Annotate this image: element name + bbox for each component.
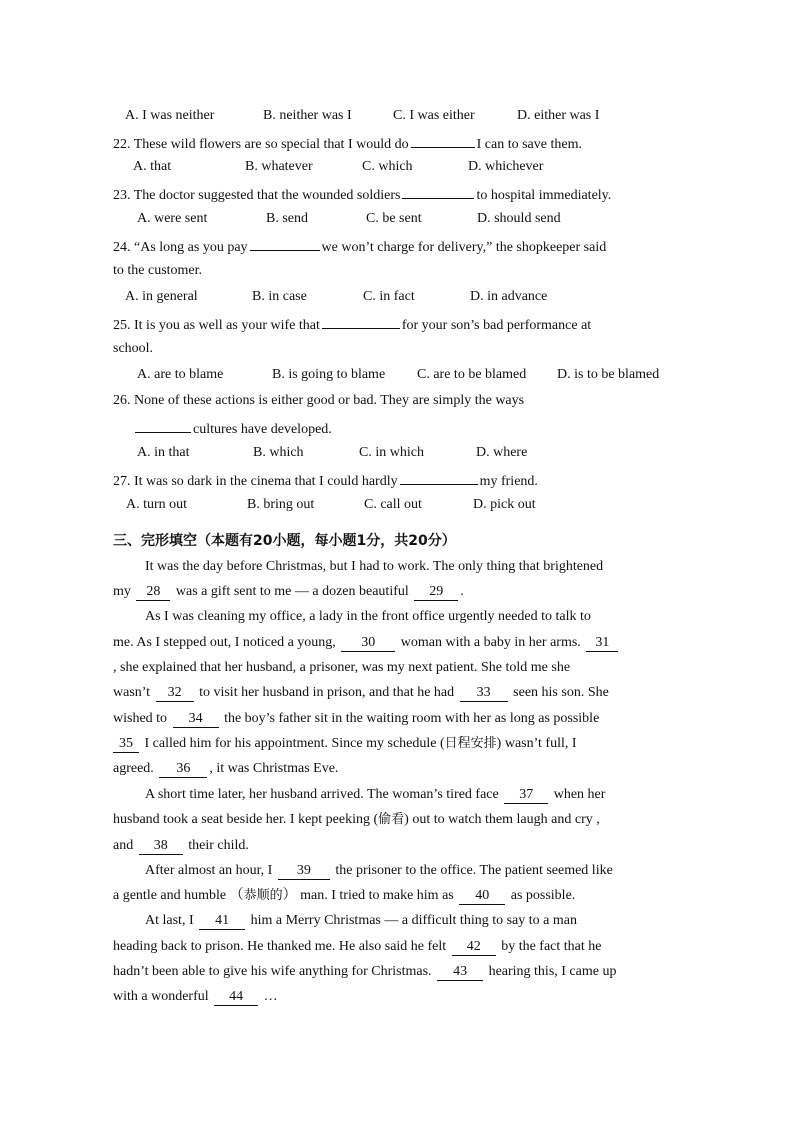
section-heading: 三、完形填空（本题有20小题，每小题1分，共20分）: [113, 533, 456, 549]
passage-p2-line4: [113, 684, 609, 702]
passage-p5-line1: [145, 912, 577, 930]
blank-39: 39: [278, 863, 330, 880]
blank-40: 40: [459, 888, 505, 905]
blank-32: 32: [156, 685, 194, 702]
q24-option-a: A. in general: [125, 289, 198, 304]
q24-stem-before: 24. “As long as you pay: [113, 240, 248, 255]
q27-stem-after: my friend.: [479, 474, 538, 489]
passage-text: their child.: [188, 838, 249, 853]
q21-option-a: A. I was neither: [125, 108, 215, 123]
q25-option-b: B. is going to blame: [272, 367, 386, 382]
passage-text: as possible.: [510, 888, 576, 903]
q22-stem-after: I can to save them.: [476, 137, 582, 152]
passage-text: …: [263, 989, 278, 1004]
passage-text: the prisoner to the office. The patient seemed like: [335, 863, 613, 878]
passage-text: and: [113, 838, 134, 853]
passage-text: seen his son. She: [513, 685, 609, 700]
passage-p2-line7: [113, 760, 338, 778]
q21-option-b: B. neither was I: [263, 108, 352, 123]
q24-blank: [250, 236, 320, 251]
passage-p2-line2: [113, 634, 620, 652]
passage-p5-line3: [113, 963, 616, 981]
passage-text: ) out to watch them laugh and cry ,: [404, 812, 600, 827]
q25-option-a: A. are to blame: [137, 367, 224, 382]
q22-blank: [411, 133, 475, 148]
q24-option-d: D. in advance: [470, 289, 548, 304]
q27-option-b: B. bring out: [247, 497, 315, 512]
passage-text: me. As I stepped out, I noticed a young,: [113, 635, 336, 650]
passage-p2-line6: [113, 735, 577, 753]
passage-text: hearing this, I came up: [488, 964, 617, 979]
passage-text: to visit her husband in prison, and that he had: [199, 685, 455, 700]
q25-stem-after: for your son’s bad performance at: [401, 318, 592, 333]
q25-option-d: D. is to be blamed: [557, 367, 660, 382]
passage-text: ） man. I tried to make him as: [282, 888, 454, 903]
passage-text: when her: [553, 787, 606, 802]
passage-text: was a gift sent to me — a dozen beautiful: [175, 584, 409, 599]
passage-p1-line2: [113, 583, 464, 601]
q24-option-c: C. in fact: [363, 289, 415, 304]
blank-36: 36: [159, 761, 207, 778]
q26-option-d: D. where: [476, 445, 528, 460]
blank-42: 42: [452, 939, 496, 956]
blank-33: 33: [460, 685, 508, 702]
blank-35: 35: [113, 736, 139, 753]
q23-option-a: A. were sent: [137, 211, 208, 226]
q27-stem: [113, 470, 538, 488]
q23-stem: [113, 184, 611, 202]
blank-43: 43: [437, 964, 483, 981]
q25-stem: [113, 314, 591, 332]
passage-cjk-gloss: 偷看: [378, 812, 405, 827]
q23-stem-before: 23. The doctor suggested that the wounded soldiers: [113, 188, 401, 203]
q26-stem-after: cultures have developed.: [193, 422, 332, 437]
q25-option-c: C. are to be blamed: [417, 367, 527, 382]
passage-text: by the fact that he: [501, 939, 602, 954]
q24-stem-after: we won’t charge for delivery,” the shopkeeper said: [321, 240, 607, 255]
q23-blank: [402, 184, 474, 199]
q26-blank: [135, 418, 191, 433]
q22-option-b: B. whatever: [245, 159, 313, 174]
q25-stem-before: 25. It is you as well as your wife that: [113, 318, 320, 333]
passage-p2-line5: [113, 710, 599, 728]
q23-option-b: B. send: [266, 211, 308, 226]
blank-44: 44: [214, 989, 258, 1006]
passage-p5-line2: [113, 938, 601, 956]
blank-38: 38: [139, 838, 183, 855]
passage-text: the boy’s father sit in the waiting room with her as long as possible: [224, 711, 600, 726]
passage-p3-line3: [113, 837, 249, 855]
q26-option-c: C. in which: [359, 445, 424, 460]
q27-option-c: C. call out: [364, 497, 422, 512]
passage-p3-line1: [145, 786, 605, 804]
blank-41: 41: [199, 913, 245, 930]
passage-text: .: [460, 584, 464, 599]
q27-blank: [400, 470, 478, 485]
blank-28: 28: [136, 584, 170, 601]
q27-option-a: A. turn out: [126, 497, 188, 512]
blank-34: 34: [173, 711, 219, 728]
blank-31: 31: [586, 635, 618, 652]
passage-cjk-gloss: 恭顺的: [243, 888, 283, 903]
q23-stem-after: to hospital immediately.: [476, 188, 612, 203]
passage-text: , it was Christmas Eve.: [209, 761, 339, 776]
passage-text: agreed.: [113, 761, 154, 776]
q24-stem-line2: to the customer.: [113, 263, 203, 278]
passage-text: I called him for his appointment. Since my schedule (: [144, 736, 445, 751]
q24-option-b: B. in case: [252, 289, 307, 304]
passage-p3-line2: [113, 811, 600, 829]
q27-option-d: D. pick out: [473, 497, 536, 512]
passage-text: woman with a baby in her arms.: [400, 635, 581, 650]
passage-text: husband took a seat beside her. I kept peeking (: [113, 812, 379, 827]
blank-30: 30: [341, 635, 395, 652]
q26-stem: 26. None of these actions is either good or bad. They are simply the ways: [113, 393, 525, 408]
passage-p5-line4: [113, 988, 278, 1006]
q22-option-a: A. that: [133, 159, 172, 174]
q21-option-d: D. either was I: [517, 108, 600, 123]
passage-cjk-gloss: 日程安排: [444, 736, 497, 751]
passage-p2-line3: , she explained that her husband, a prisoner, was my next patient. She told me she: [113, 660, 571, 675]
passage-p2-line1: As I was cleaning my office, a lady in the front office urgently needed to talk to: [145, 609, 591, 624]
q22-stem-before: 22. These wild flowers are so special that I would do: [113, 137, 409, 152]
passage-text: a gentle and humble （: [113, 888, 244, 903]
q27-stem-before: 27. It was so dark in the cinema that I could hardly: [113, 474, 398, 489]
q22-option-d: D. whichever: [468, 159, 544, 174]
blank-29: 29: [414, 584, 458, 601]
passage-text: heading back to prison. He thanked me. He also said he felt: [113, 939, 447, 954]
q26-option-a: A. in that: [137, 445, 190, 460]
passage-p1-line1: It was the day before Christmas, but I had to work. The only thing that brightened: [145, 559, 604, 574]
q22-stem: [113, 133, 582, 151]
passage-p4-line1: [145, 862, 613, 880]
passage-text: hadn’t been able to give his wife anything for Christmas.: [113, 964, 432, 979]
passage-text: After almost an hour, I: [145, 863, 273, 878]
passage-text: ) wasn’t full, I: [496, 736, 577, 751]
q25-stem-line2: school.: [113, 341, 154, 356]
q24-stem: [113, 236, 606, 254]
passage-text: A short time later, her husband arrived. The woman’s tired face: [145, 787, 499, 802]
passage-p4-line2: [113, 887, 575, 905]
q22-option-c: C. which: [362, 159, 413, 174]
passage-text: my: [113, 584, 131, 599]
passage-text: with a wonderful: [113, 989, 209, 1004]
q23-option-c: C. be sent: [366, 211, 422, 226]
q26-stem-line2: [135, 418, 332, 436]
q26-option-b: B. which: [253, 445, 304, 460]
passage-text: wasn’t: [113, 685, 151, 700]
q23-option-d: D. should send: [477, 211, 561, 226]
passage-text: wished to: [113, 711, 168, 726]
q25-blank: [322, 314, 400, 329]
q21-option-c: C. I was either: [393, 108, 475, 123]
passage-text: him a Merry Christmas — a difficult thing to say to a man: [250, 913, 577, 928]
passage-text: At last, I: [145, 913, 194, 928]
blank-37: 37: [504, 787, 548, 804]
